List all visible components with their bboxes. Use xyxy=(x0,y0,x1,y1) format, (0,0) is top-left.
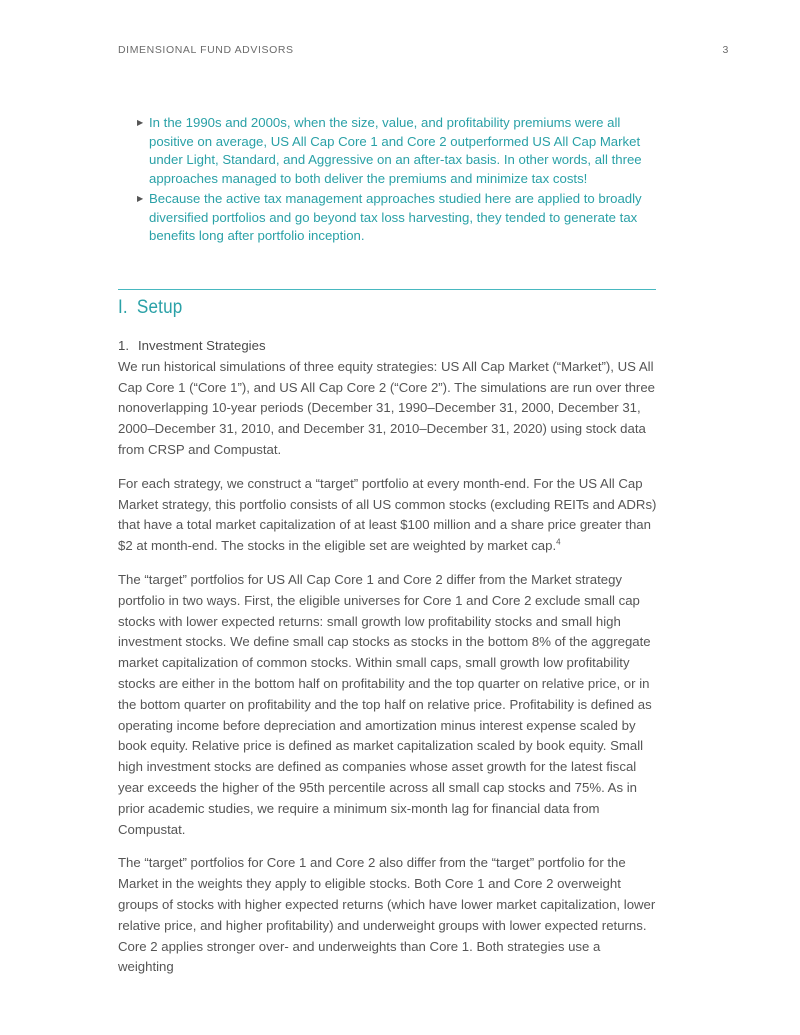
section-heading xyxy=(118,297,182,319)
triangle-bullet-icon: ▶ xyxy=(137,194,144,203)
organization-name: DIMENSIONAL FUND ADVISORS xyxy=(118,44,294,56)
bullet-text: In the 1990s and 2000s, when the size, value, and profitability premiums were all positive on average, US All Cap Core 1 and Core 2 outperformed US All Cap Market under Light, Standard, and Aggressive on an after-tax basis. In other words, all three approaches managed to both deliver the premiums and minimize tax costs! xyxy=(149,115,642,186)
paragraph-text: We run historical simulations of three equity strategies: US All Cap Market (“Market”), US All Cap Core 1 (“Core 1”), and US All Cap Core 2 (“Core 2”). The simulations are run over three nonoverlapping 10-year periods (December 31, 1990–December 31, 2000, December 31, 2000–December 31, 2010, and December 31, 2010–December 31, 2020) using stock data from CRSP and Compustat. xyxy=(118,358,655,457)
subsection-title: Investment Strategies xyxy=(138,338,266,353)
subsection-number: 1. xyxy=(118,338,129,353)
bullet-item xyxy=(137,190,657,246)
section-title: Setup xyxy=(136,297,183,318)
paragraph xyxy=(118,853,658,978)
bullet-text: Because the active tax management approaches studied here are applied to broadly diversified portfolios and go beyond tax loss harvesting, they tended to generate tax benefits long after portfolio inception. xyxy=(149,191,642,243)
page-number: 3 xyxy=(722,44,729,56)
body-text xyxy=(118,336,658,991)
paragraph xyxy=(118,357,658,461)
paragraph-text: The “target” portfolios for Core 1 and Core 2 also differ from the “target” portfolio for the Market in the weights they apply to eligible stocks. Both Core 1 and Core 2 overweight groups of stocks with higher expected returns (which have lower market capitalization, lower relative price, and higher profitability) and underweight groups with lower expected returns. Core 2 applies stronger over- and underweights than Core 1. Both strategies use a weighting xyxy=(118,855,656,975)
triangle-bullet-icon: ▶ xyxy=(137,118,144,127)
section-number: I. xyxy=(118,297,128,318)
bullet-item xyxy=(137,114,657,188)
footnote-reference: 4 xyxy=(556,537,561,547)
paragraph xyxy=(118,570,658,840)
key-findings-list xyxy=(137,114,657,248)
subsection-heading xyxy=(118,336,658,357)
page-header xyxy=(118,44,729,56)
paragraph xyxy=(118,474,658,557)
paragraph-text: For each strategy, we construct a “target” portfolio at every month-end. For the US All Cap Market strategy, this portfolio consists of all US common stocks (excluding REITs and ADRs) that have a total market capitalization of at least $100 million and a share price greater than $2 at month-end. The stocks in the eligible set are weighted by market cap. xyxy=(118,475,657,554)
paragraph-text: The “target” portfolios for US All Cap Core 1 and Core 2 differ from the Market strategy portfolio in two ways. First, the eligible universes for Core 1 and Core 2 exclude small cap stocks with lower expected returns: small growth low profitability stocks and small high investment stocks. We define small cap stocks as stocks in the bottom 8% of the aggregate market capitalization of common stocks. Within small caps, small growth low profitability stocks are either in the bottom half on profitability and the top quarter on relative price, or in the bottom quarter on profitability and the top half on relative price. Profitability is defined as operating income before depreciation and amortization minus interest expense scaled by book equity. Relative price is defined as market capitalization scaled by book equity. Small high investment stocks are defined as companies whose asset growth for the latest fiscal year exceeds the higher of the 95th percentile across all small cap stocks and 75%. As in prior academic studies, we require a minimum six-month lag for financial data from Compustat. xyxy=(118,571,652,837)
section-divider xyxy=(118,289,656,290)
